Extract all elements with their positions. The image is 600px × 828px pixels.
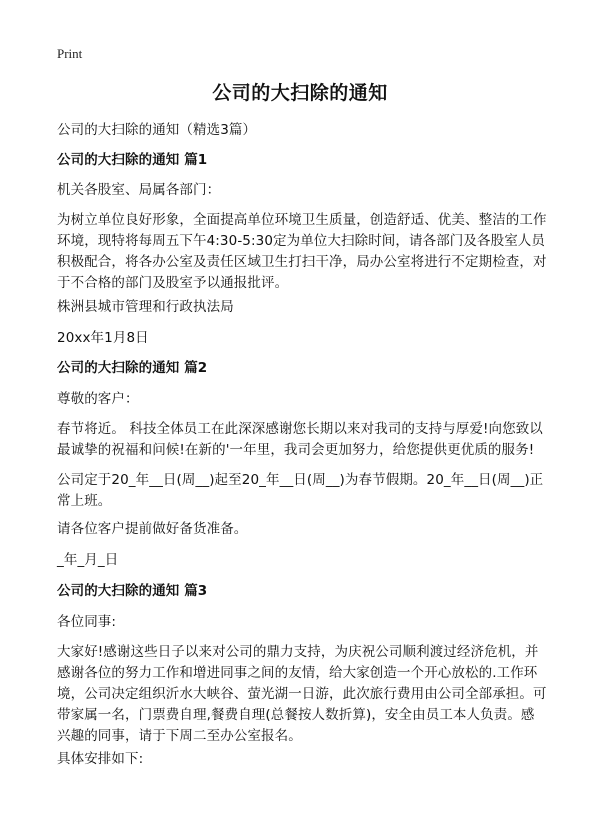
section-2-heading: 公司的大扫除的通知 篇2 (57, 360, 208, 376)
section-3-body: 大家好!感谢这些日子以来对公司的鼎力支持，为庆祝公司顺利渡过经济危机，并感谢各位的努力工作和增进同事之间的友情，给大家创造一个开心放松的.工作环境，公司决定组织沂水大峡谷、萤光湖一日游，此次旅行费用由公司全部承担。可带家属一名，门票费自理,餐费自理(总餐按人数折算)，安全由员工本人负责。感兴趣的同事，请于下周二至办公室报名。 (57, 644, 547, 744)
section-1-heading: 公司的大扫除的通知 篇1 (57, 152, 208, 168)
section-2-notice: 公司定于20_年__日(周__)起至20_年__日(周__)为春节假期。20_年__日(周__)正常上班。 (57, 472, 544, 509)
section-1-body: 为树立单位良好形象，全面提高单位环境卫生质量，创造舒适、优美、整洁的工作环境，现特将每周五下午4:30-5:30定为单位大扫除时间，请各部门及各股室人员积极配合，将各办公室及责任区域卫生打扫干净，局办公室将进行不定期检查，对于不合格的部门及股室予以通报批评。 (57, 212, 547, 291)
section-2-greeting: 尊敬的客户： (57, 391, 139, 407)
section-3-heading: 公司的大扫除的通知 篇3 (57, 583, 208, 599)
document-subtitle: 公司的大扫除的通知（精选3篇） (57, 122, 257, 138)
section-2-body: 春节将近。 科技全体员工在此深深感谢您长期以来对我司的支持与厚爱!向您致以最诚挚的祝福和问候!在新的'一年里，我司会更加努力，给您提供更优质的服务! (57, 421, 543, 458)
page-title: 公司的大扫除的通知 (212, 82, 388, 104)
section-2-date: _年_月_日 (57, 552, 119, 568)
section-3-greeting: 各位同事: (57, 614, 117, 630)
section-1-signature: 株洲县城市管理和行政执法局 (57, 299, 234, 315)
section-3-arrangement: 具体安排如下: (57, 751, 144, 767)
section-1-date: 20xx年1月8日 (57, 330, 149, 346)
print-label[interactable]: Print (57, 46, 83, 61)
section-1-greeting: 机关各股室、局属各部门： (57, 182, 221, 198)
section-2-request: 请各位客户提前做好备货准备。 (57, 521, 248, 537)
